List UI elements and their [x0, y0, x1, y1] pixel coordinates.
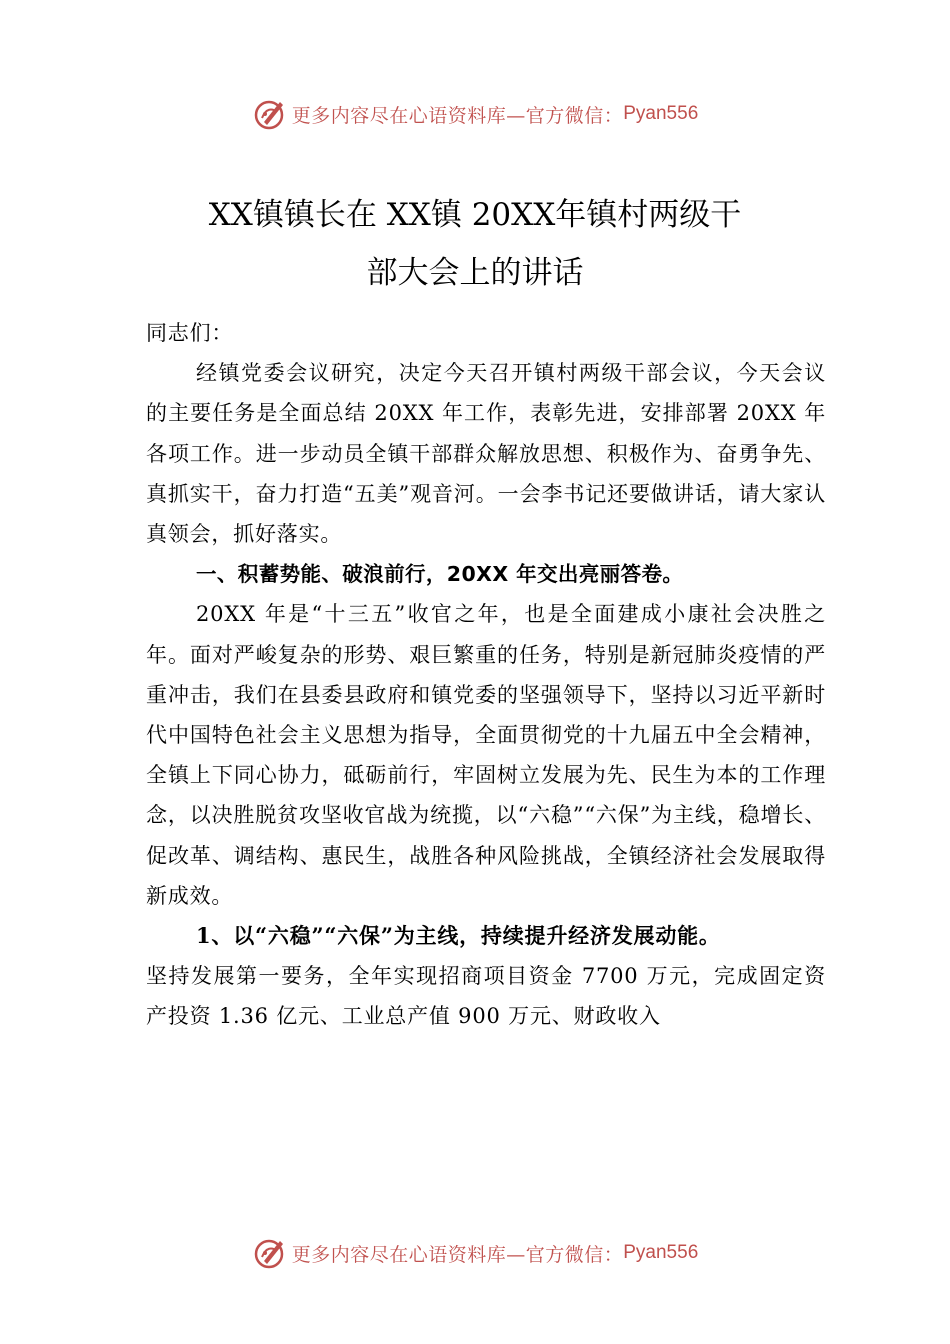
watermark-banner-bottom [0, 1233, 950, 1273]
paragraph-sub1: 坚持发展第一要务，全年实现招商项目资金 7700 万元，完成固定资产投资 1.36 亿元、工业总产值 900 万元、财政收入 [146, 964, 826, 1029]
title-line-1: XX镇镇长在 XX镇 20XX年镇村两级干 [208, 197, 742, 233]
watermark-text: 更多内容尽在心语资料库—官方微信： [291, 1243, 624, 1266]
watermark-banner-top [0, 94, 950, 134]
watermark-text: 更多内容尽在心语资料库—官方微信： [291, 104, 624, 127]
document-title [100, 186, 850, 302]
subsection-heading-1: 1、以“六稳”“六保”为主线，持续提升经济发展动能。 [196, 923, 721, 949]
paragraph-2: 20XX 年是“十三五”收官之年，也是全面建成小康社会决胜之年。面对严峻复杂的形势、艰巨繁重的任务，特别是新冠肺炎疫情的严重冲击，我们在县委县政府和镇党委的坚强领导下，坚持以习近平新时代中国特色社会主义思想为指导，全面贯彻党的十九届五中全会精神，全镇上下同心协力，砥砺前行，牢固树立发展为先、民生为本的工作理念，以决胜脱贫攻坚收官战为统揽，以“六稳”“六保”为主线，稳增长、促改革、调结构、惠民生，战胜各种风险挑战，全镇经济社会发展取得新成效。 [146, 602, 826, 908]
logo-icon [252, 1235, 288, 1271]
document-body [146, 313, 826, 1037]
watermark-handle: Pyan556 [623, 103, 699, 124]
watermark-handle: Pyan556 [623, 1242, 699, 1263]
section-heading-1: 一、积蓄势能、破浪前行，20XX 年交出亮丽答卷。 [196, 562, 684, 587]
greeting: 同志们： [146, 321, 234, 345]
paragraph-intro: 经镇党委会议研究，决定今天召开镇村两级干部会议，今天会议的主要任务是全面总结 20XX 年工作，表彰先进，安排部署 20XX 年各项工作。进一步动员全镇干部群众解放思想、积极作为、奋勇争先、真抓实干，奋力打造“五美”观音河。一会李书记还要做讲话，请大家认真领会，抓好落实。 [146, 361, 826, 547]
title-line-2: 部大会上的讲话 [366, 255, 584, 291]
logo-icon [252, 96, 288, 132]
